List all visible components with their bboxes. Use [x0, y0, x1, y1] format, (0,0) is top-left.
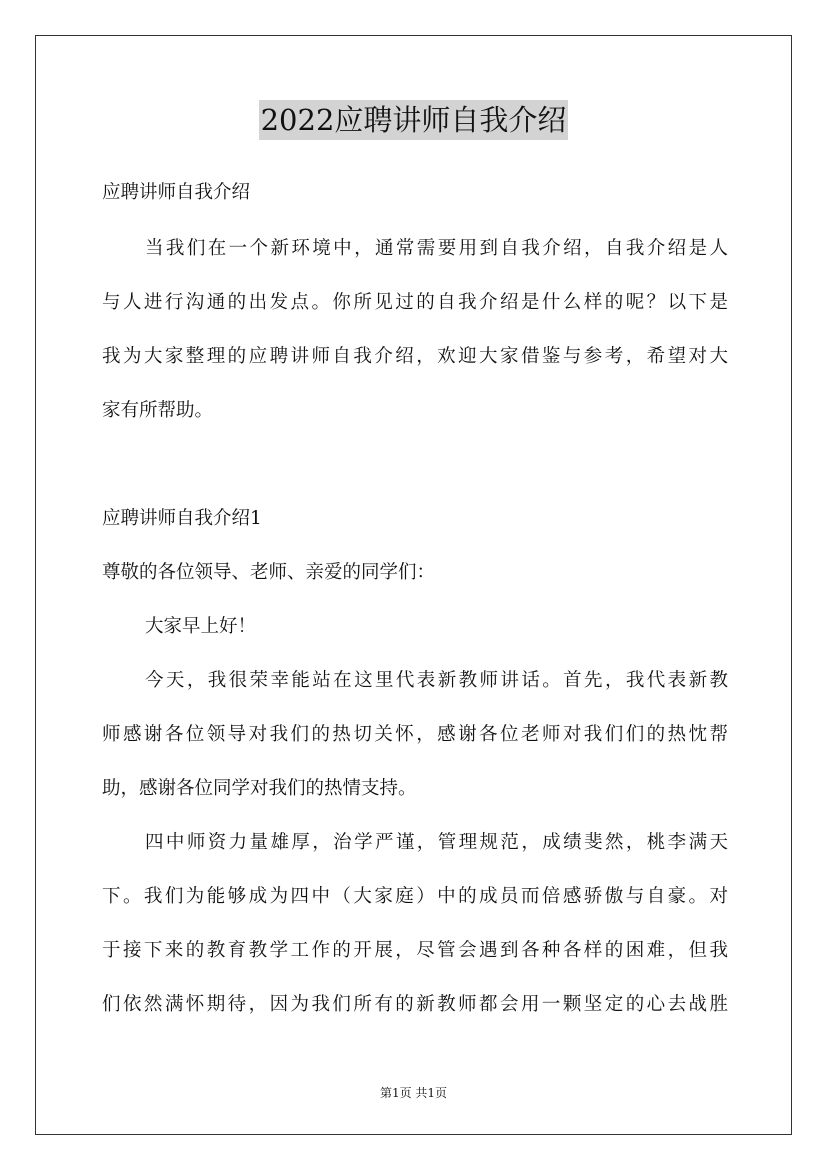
paragraph-line: 四中师资力量雄厚，治学严谨，管理规范，成绩斐然，桃李满天	[145, 832, 728, 853]
paragraph-line: 今天，我很荣幸能站在这里代表新教师讲话。首先，我代表新教	[145, 670, 728, 691]
paragraph-line: 家有所帮助。	[102, 400, 214, 421]
paragraph-line: 师感谢各位领导对我们的热切关怀，感谢各位老师对我们们的热忱帮	[102, 724, 728, 745]
section-heading: 应聘讲师自我介绍1	[102, 508, 262, 529]
paragraph-line: 下。我们为能够成为四中（大家庭）中的成员而倍感骄傲与自豪。对	[102, 886, 728, 907]
paragraph-line: 我为大家整理的应聘讲师自我介绍，欢迎大家借鉴与参考，希望对大	[102, 346, 728, 367]
title-container	[0, 100, 827, 140]
greeting-line: 大家早上好！	[145, 616, 257, 637]
paragraph-line: 助，感谢各位同学对我们的热情支持。	[102, 778, 417, 799]
page-footer: 第1页 共1页	[379, 1086, 448, 1100]
paragraph-line: 们依然满怀期待，因为我们所有的新教师都会用一颗坚定的心去战胜	[102, 994, 728, 1015]
salutation-line: 尊敬的各位领导、老师、亲爱的同学们：	[102, 562, 436, 583]
document-title: 2022应聘讲师自我介绍	[259, 100, 569, 140]
paragraph-line: 于接下来的教育教学工作的开展，尽管会遇到各种各样的困难，但我	[102, 940, 728, 961]
paragraph-line: 与人进行沟通的出发点。你所见过的自我介绍是什么样的呢？以下是	[102, 292, 728, 313]
section-heading: 应聘讲师自我介绍	[102, 182, 251, 203]
paragraph-line: 当我们在一个新环境中，通常需要用到自我介绍，自我介绍是人	[145, 238, 728, 259]
